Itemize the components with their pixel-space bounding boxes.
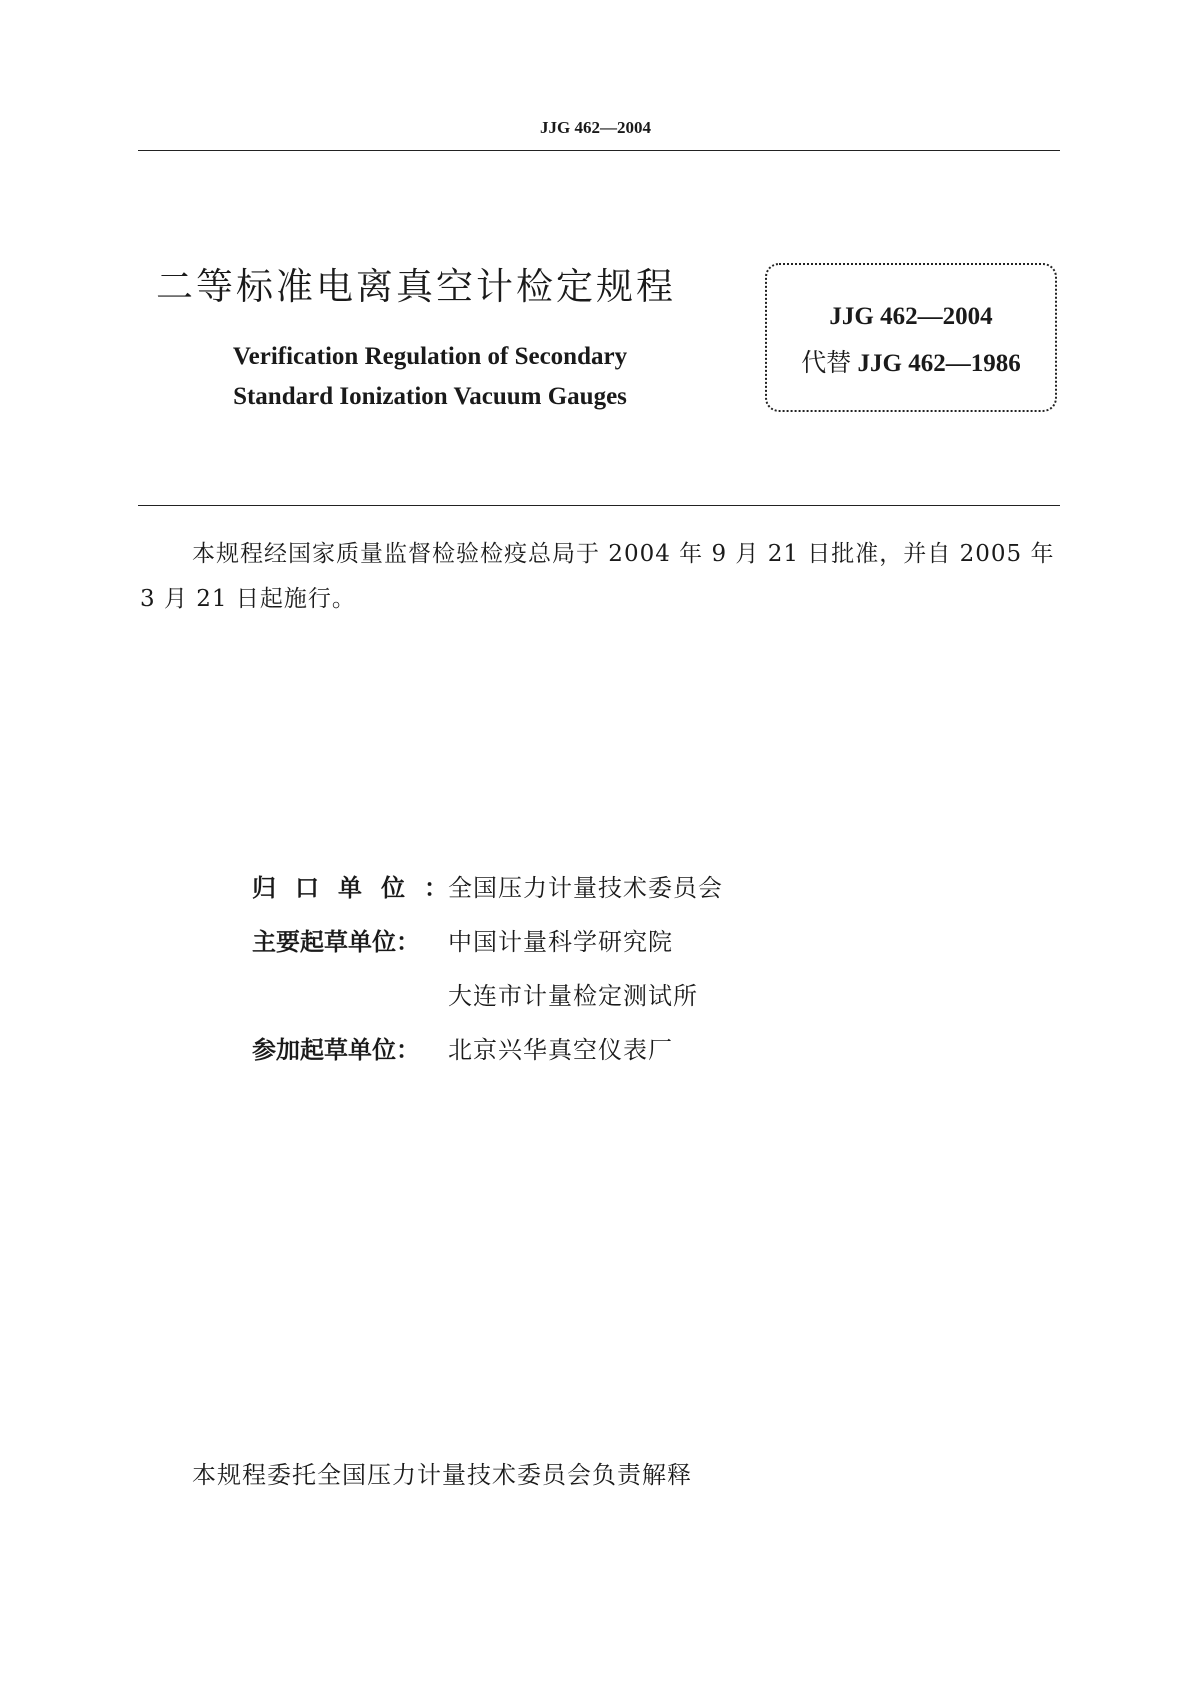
interpretation-note: 本规程委托全国压力计量技术委员会负责解释 [192,1461,692,1489]
responsible-unit-value: 全国压力计量技术委员会 [448,874,723,902]
standard-code-box [765,263,1057,412]
approval-statement: 本规程经国家质量监督检验检疫总局于 2004 年 9 月 21 日批准，并自 2005 年 3 月 21 日起施行。 [140,541,1055,612]
main-drafting-value-1: 中国计量科学研究院 [448,928,673,956]
running-header-code: JJG 462—2004 [540,118,651,137]
main-drafting-label: 主要起草单位： [252,928,420,956]
main-drafting-value-2: 大连市计量检定测试所 [448,982,698,1010]
title-english-line2: Standard Ionization Vacuum Gauges [233,383,627,410]
main-drafting-row [252,922,673,957]
title-chinese: 二等标准电离真空计检定规程 [156,265,676,308]
participating-drafting-row [252,1030,673,1065]
participating-drafting-label: 参加起草单位： [252,1036,420,1064]
standard-code: JJG 462—2004 [829,303,993,330]
replaces-line [767,343,1055,379]
section-rule [138,505,1060,506]
replaces-prefix: 代替 [801,350,852,377]
participating-drafting-value: 北京兴华真空仪表厂 [448,1036,673,1064]
responsible-unit-label: 归口单位： [252,874,467,902]
main-drafting-row-2 [252,976,698,1011]
title-english-line1: Verification Regulation of Secondary [232,343,628,370]
header-rule [138,150,1060,151]
replaces-code: JJG 462—1986 [857,350,1021,377]
responsible-unit-row [252,868,723,903]
